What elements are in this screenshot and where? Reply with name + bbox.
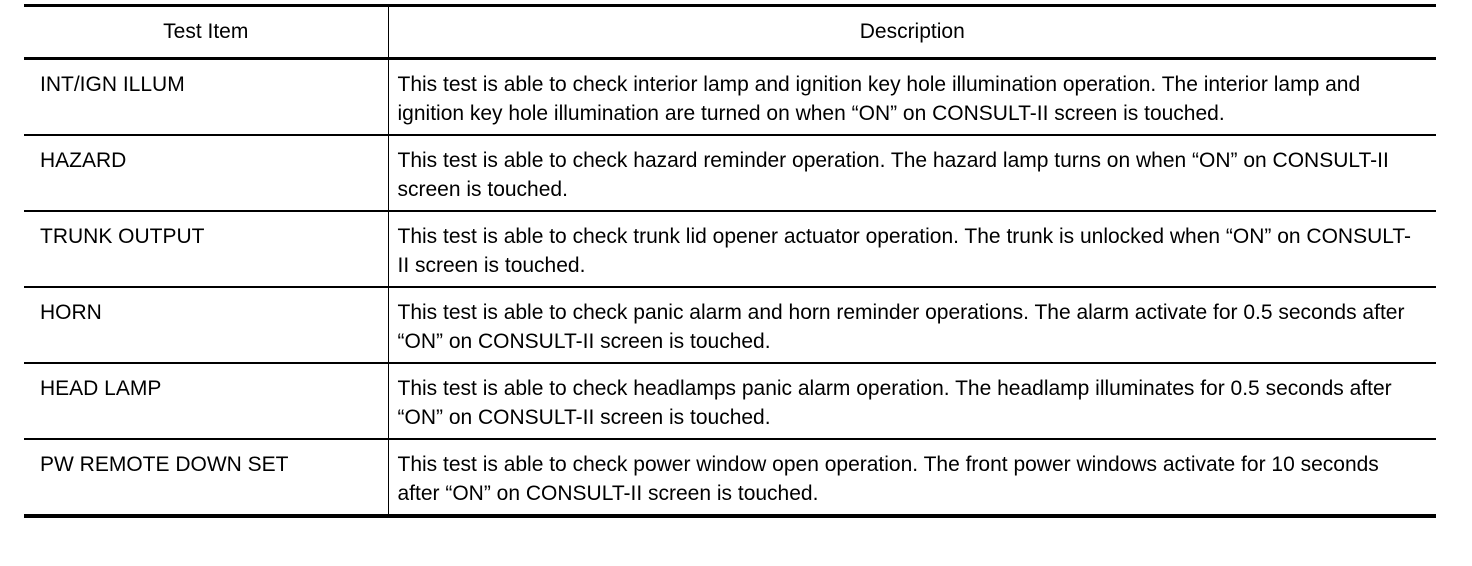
table-row: [24, 59, 1436, 136]
description-cell: This test is able to check interior lamp and ignition key hole illumination operation. The interior lamp and ignition key hole illumination are turned on when “ON” on CONSULT-II screen is touched.: [388, 59, 1436, 136]
test-item-cell: HEAD LAMP: [40, 377, 162, 400]
description-cell: This test is able to check hazard reminder operation. The hazard lamp turns on when “ON” on CONSULT-II screen is touched.: [388, 135, 1436, 211]
table-header-row: [24, 6, 1436, 59]
table-row: [24, 363, 1436, 439]
header-description: Description: [388, 6, 1436, 59]
header-test-item: Test Item: [163, 20, 249, 43]
table-row: [24, 439, 1436, 516]
description-cell: This test is able to check trunk lid opener actuator operation. The trunk is unlocked when “ON” on CONSULT-II screen is touched.: [388, 211, 1436, 287]
description-cell: This test is able to check power window open operation. The front power windows activate for 10 seconds after “ON” on CONSULT-II screen is touched.: [388, 439, 1436, 516]
test-item-cell: INT/IGN ILLUM: [40, 73, 185, 96]
table-row: [24, 135, 1436, 211]
test-item-cell: HAZARD: [40, 149, 127, 172]
table-row: [24, 211, 1436, 287]
description-cell: This test is able to check headlamps panic alarm operation. The headlamp illuminates for 0.5 seconds after “ON” on CONSULT-II screen is touched.: [388, 363, 1436, 439]
test-item-table-container: [24, 4, 1436, 518]
test-item-table: [24, 4, 1436, 518]
test-item-cell: HORN: [40, 301, 102, 324]
test-item-cell: TRUNK OUTPUT: [40, 225, 205, 248]
description-cell: This test is able to check panic alarm and horn reminder operations. The alarm activate for 0.5 seconds after “ON” on CONSULT-II screen is touched.: [388, 287, 1436, 363]
test-item-cell: PW REMOTE DOWN SET: [40, 453, 289, 476]
table-row: [24, 287, 1436, 363]
